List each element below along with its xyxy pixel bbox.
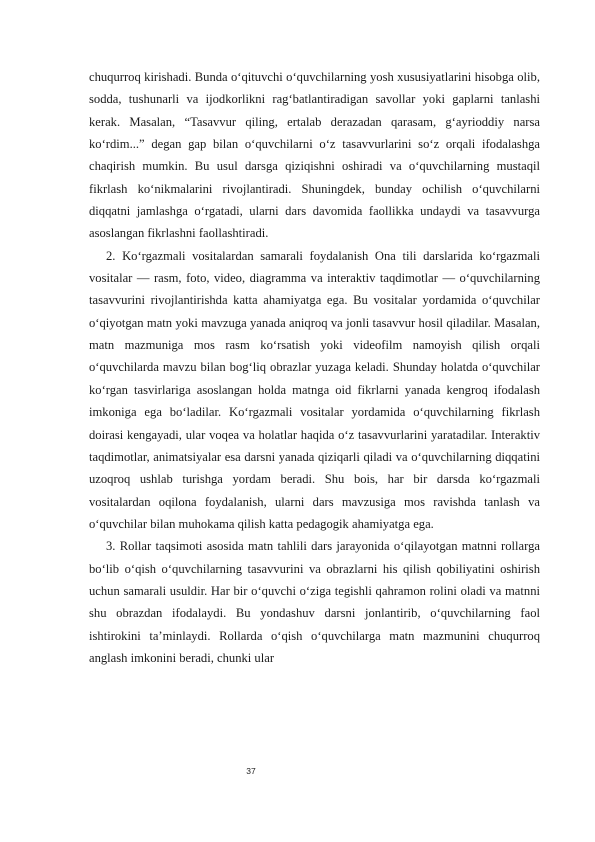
paragraph-visual-aids: 2. Ko‘rgazmali vositalardan samarali foydalanish Ona tili darslarida ko‘rgazmali vositalar — rasm, foto, video, diagramma va interaktiv taqdimotlar — o‘quvchilarning tasavvurini rivojlantirishda katta ahamiyatga ega. Bu vositalar yordamida o‘quvchilar o‘qiyotgan matn yoki mavzuga yanada aniqroq va jonli tasavvur hosil qiladilar. Masalan, matn mazmuniga mos rasm ko‘rsatish yoki videofilm namoyish qilish orqali o‘quvchilarda mavzu bilan bog‘liq obrazlar yuzaga keladi. Shunday holatda o‘quvchilar ko‘rgan tasvirlariga asoslangan holda matnga oid fikrlarni yanada kengroq ifodalash imkoniga ega bo‘ladilar. Ko‘rgazmali vositalar yordamida o‘quvchilarning fikrlash doirasi kengayadi, ular voqea va holatlar haqida o‘z tasavvurlarini yaratadilar. Interaktiv taqdimotlar, animatsiyalar esa darsni yanada qiziqarli qiladi va o‘quvchilarning diqqatini uzoqroq ushlab turishga yordam beradi. Shu bois, har bir darsda ko‘rgazmali vositalardan oqilona foydalanish, ularni dars mavzusiga mos ravishda tanlash va o‘quvchilar bilan muhokama qilish katta pedagogik ahamiyatga ega. xyxy=(89,248,540,531)
page-number: 37 xyxy=(246,766,256,776)
document-page xyxy=(89,66,540,669)
paragraph-continuation: chuqurroq kirishadi. Bunda o‘qituvchi o‘quvchilarning yosh xususiyatlarini hisobga olib, sodda, tushunarli va ijodkorlikni rag‘batlantiradigan savollar yoki gaplarni tanlashi kerak. Masalan, “Tasavvur qiling, ertalab derazadan qarasam, g‘ayrioddiy narsa ko‘rdim...” degan gap bilan o‘quvchilarni o‘z tasavvurlarini so‘z orqali ifodalashga chaqirish mumkin. Bu usul darsga qiziqishni oshiradi va o‘quvchilarning mustaqil fikrlash ko‘nikmalarini rivojlantiradi. Shuningdek, bunday ochilish o‘quvchilarni diqqatni jamlashga o‘rgatadi, ularni dars davomida faollikka undaydi va tasavvurga asoslangan fikrlashni faollashtiradi. xyxy=(89,70,540,241)
paragraph-role-distribution: 3. Rollar taqsimoti asosida matn tahlili dars jarayonida o‘qilayotgan matnni rollarga bo‘lib o‘qish o‘quvchilarning tasavvurini va obrazlarni his qilish qobiliyatini oshirish uchun samarali usuldir. Har bir o‘quvchi o‘ziga tegishli qahramon rolini oladi va matnni shu obrazdan ifodalaydi. Bu yondashuv darsni jonlantirib, o‘quvchilarning faol ishtirokini ta’minlaydi. Rollarda o‘qish o‘quvchilarga matn mazmunini chuqurroq anglash imkonini beradi, chunki ular xyxy=(89,539,540,665)
